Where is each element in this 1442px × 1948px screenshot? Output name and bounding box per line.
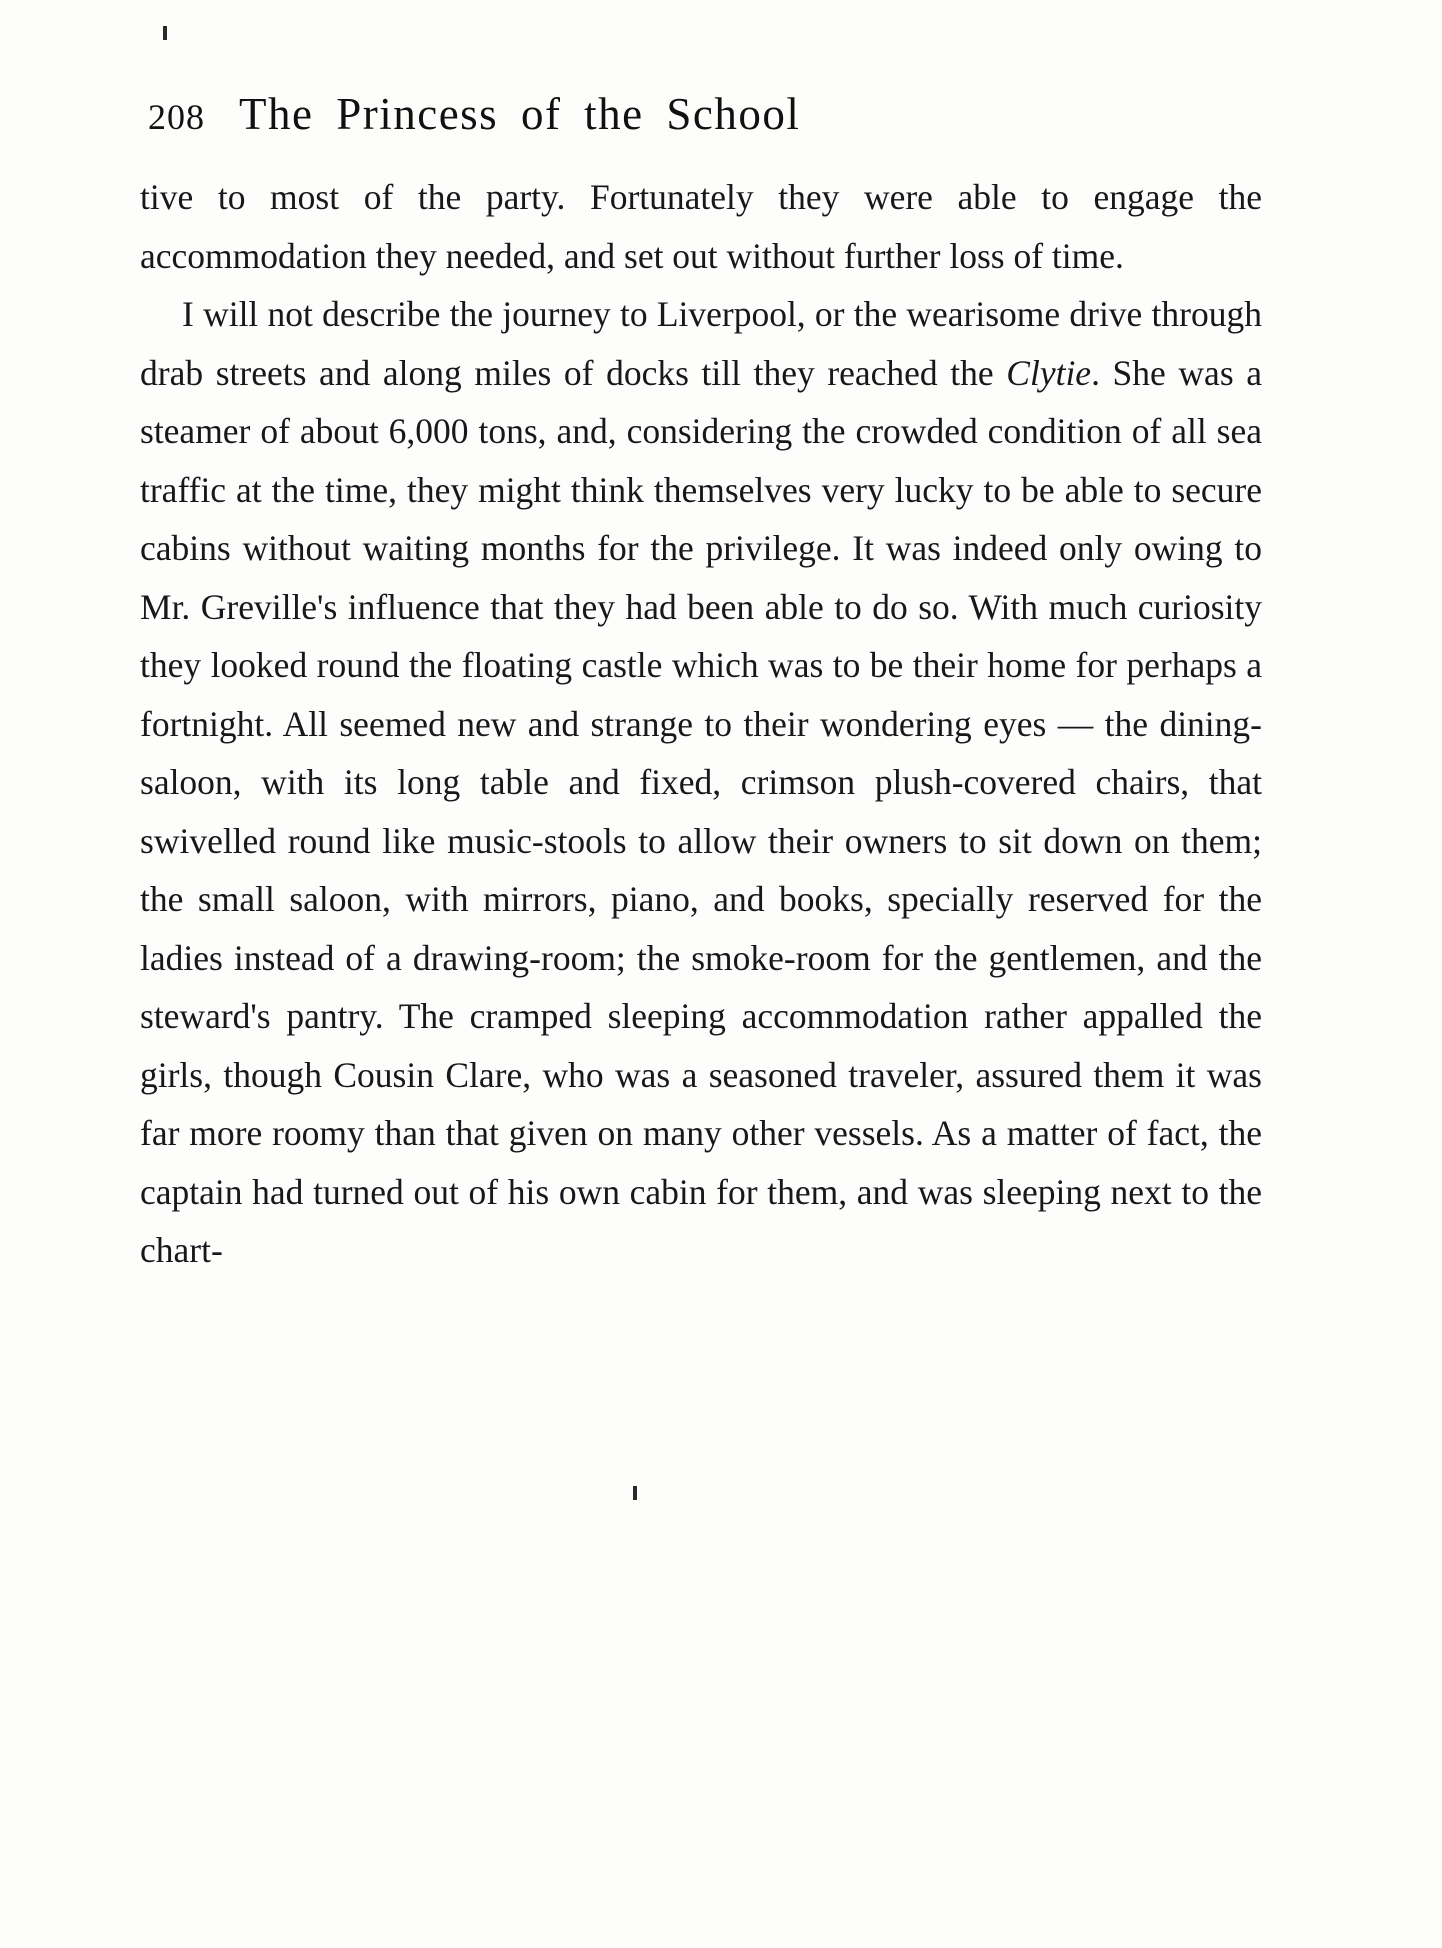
page-header xyxy=(148,88,1298,140)
registration-mark-bottom xyxy=(633,1486,637,1500)
paragraph-journey-part1: I will not describe the journey to Liverpool, or the wearisome drive through drab streets and along miles of docks till they reached the xyxy=(140,294,1262,393)
paragraph-continued: tive to most of the party. Fortunately they were able to engage the accommodation they needed, and set out without further loss of time. xyxy=(140,177,1262,276)
paragraph-journey-part2: . She was a steamer of about 6,000 tons, and, considering the crowded condition of all sea traffic at the time, they might think themselves very lucky to be able to secure cabins without waiting months for the privilege. It was indeed only owing to Mr. Greville's influence that they had been able to do so. With much curiosity they looked round the floating castle which was to be their home for perhaps a fortnight. All seemed new and strange to their wondering eyes — the dining-saloon, with its long table and fixed, crimson plush-covered chairs, that swivelled round like music-stools to allow their owners to sit down on them; the small saloon, with mirrors, piano, and books, specially reserved for the ladies instead of a drawing-room; the smoke-room for the gentlemen, and the steward's pantry. The cramped sleeping accommodation rather appalled the girls, though Cousin Clare, who was a seasoned traveler, assured them it was far more roomy than that given on many other vessels. As a matter of fact, the captain had turned out of his own cabin for them, and was sleeping next to the chart- xyxy=(140,352,1263,1270)
page-body xyxy=(140,168,1262,1280)
registration-mark-top xyxy=(163,26,167,40)
paragraph-journey xyxy=(140,285,1262,1280)
running-title: The Princess of the School xyxy=(239,89,801,139)
page-number: 208 xyxy=(148,97,205,137)
ship-name-clytie: Clytie xyxy=(1006,352,1092,393)
